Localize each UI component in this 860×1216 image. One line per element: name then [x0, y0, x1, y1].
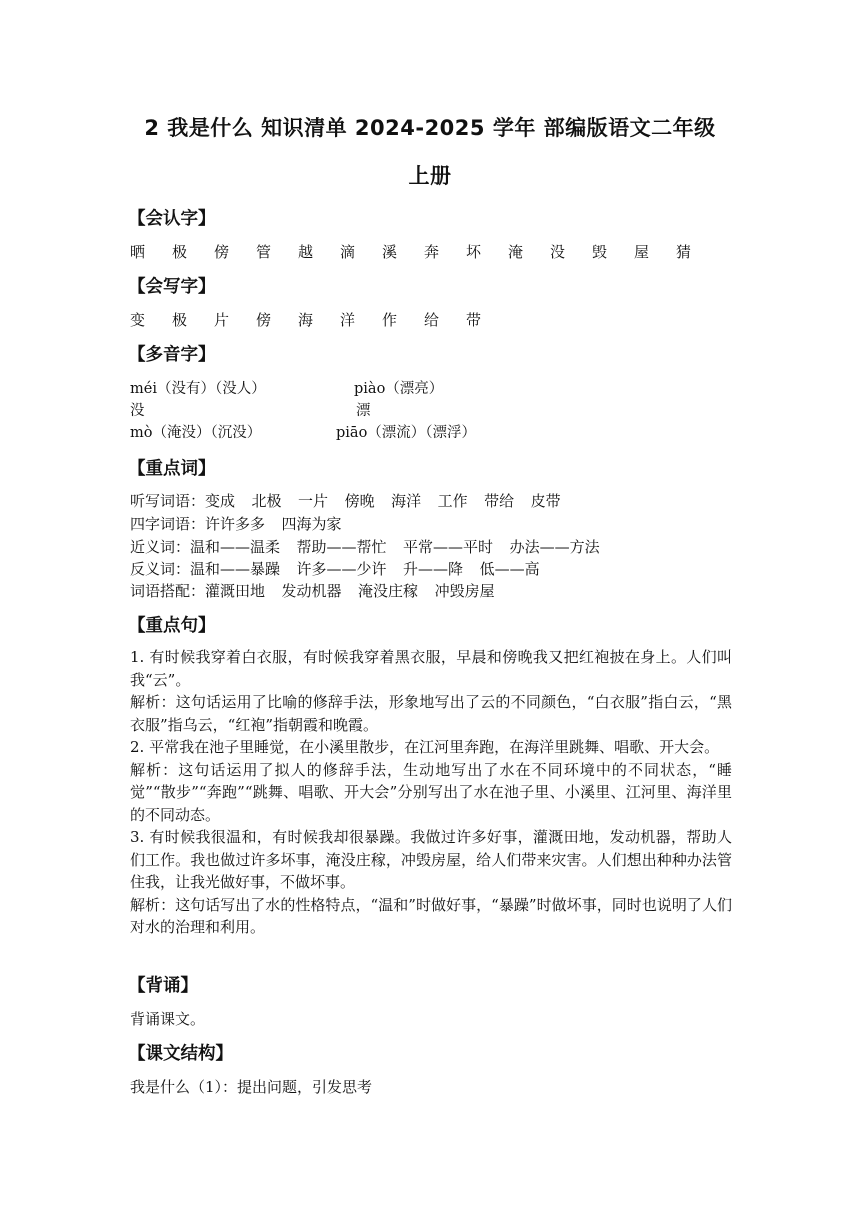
recognize-char: 坏 [466, 243, 482, 261]
polyphone-piao-char: 漂 [356, 403, 371, 419]
section-heading-polyphone: 【多音字】 [128, 345, 216, 365]
word-item: 许多——少许 [296, 560, 387, 578]
section-heading-recognize: 【会认字】 [128, 209, 216, 229]
key-sentence-1: 1. 有时候我穿着白衣服，有时候我穿着黑衣服，早晨和傍晚我又把红袍披在身上。人们叫我“云”。 [130, 648, 732, 689]
key-sentence-2: 2. 平常我在池子里睡觉，在小溪里散步，在江河里奔跑，在海洋里跳舞、唱歌、开大会。 [130, 738, 720, 756]
write-char: 带 [466, 311, 482, 329]
word-item: 低——高 [479, 560, 540, 578]
polyphone-piao4-reading: piào（漂亮） [354, 381, 444, 397]
recognize-char: 没 [550, 243, 566, 261]
recognize-char: 管 [256, 243, 272, 261]
words-collocations [130, 580, 495, 601]
polyphone-mei-reading: méi（没有）（没人） [130, 381, 266, 397]
section-heading-write: 【会写字】 [128, 277, 216, 297]
word-item: 升——降 [403, 560, 464, 578]
word-item: 温和——暴躁 [190, 560, 281, 578]
write-char-list [130, 309, 720, 330]
recite-text: 背诵课文。 [130, 1010, 206, 1028]
key-sentence-3: 3. 有时候我很温和，有时候我却很暴躁。我做过许多好事，灌溉田地，发动机器，帮助人们工作。我也做过许多坏事，淹没庄稼，冲毁房屋，给人们带来灾害。人们想出种种办法管住我，让我光做好事，不做坏事。 [130, 828, 732, 891]
write-char: 傍 [256, 311, 272, 329]
section-heading-recite: 【背诵】 [128, 976, 198, 996]
words-four-char [130, 513, 342, 534]
recognize-char: 奔 [424, 243, 440, 261]
word-item: 淹没庄稼 [358, 582, 419, 600]
recognize-char: 屋 [634, 243, 650, 261]
word-item: 变成 [205, 492, 236, 510]
recognize-char: 毁 [592, 243, 608, 261]
document-title: 2 我是什么 知识清单 2024-2025 学年 部编版语文二年级 [144, 116, 716, 140]
recognize-char: 傍 [214, 243, 230, 261]
sentence-analysis-1: 解析：这句话运用了比喻的修辞手法，形象地写出了云的不同颜色，“白衣服”指白云，“黑衣服”指乌云，“红袍”指朝霞和晚霞。 [130, 693, 732, 734]
words-synonyms [130, 536, 600, 557]
word-item: 一片 [298, 492, 329, 510]
sentences-block [130, 646, 732, 939]
sentence-analysis-2: 解析：这句话运用了拟人的修辞手法，生动地写出了水在不同环境中的不同状态，“睡觉”“散步”“奔跑”“跳舞、唱歌、开大会”分别写出了水在池子里、小溪里、江河里、海洋里的不同动态。 [130, 760, 732, 824]
recognize-char-list [130, 241, 720, 262]
recognize-char: 极 [172, 243, 188, 261]
word-item: 北极 [251, 492, 282, 510]
write-char: 变 [130, 311, 146, 329]
polyphone-piao1-reading: piāo（漂流）（漂浮） [336, 425, 477, 441]
structure-text: 我是什么（1）：提出问题，引发思考 [130, 1078, 373, 1096]
word-item: 许许多多 [205, 515, 266, 533]
section-heading-words: 【重点词】 [128, 459, 216, 479]
polyphone-mei-char: 没 [130, 403, 145, 419]
words-dictation [130, 490, 561, 511]
word-item: 带给 [484, 492, 515, 510]
write-char: 洋 [340, 311, 356, 329]
section-heading-structure: 【课文结构】 [128, 1044, 233, 1064]
word-item: 冲毁房屋 [434, 582, 495, 600]
words-label: 反义词： [130, 560, 191, 578]
word-item: 发动机器 [281, 582, 342, 600]
write-char: 极 [172, 311, 188, 329]
polyphone-mo-reading: mò（淹没）（沉没） [130, 425, 262, 441]
words-label: 四字词语： [130, 515, 206, 533]
word-item: 海洋 [391, 492, 422, 510]
word-item: 四海为家 [281, 515, 342, 533]
word-item: 帮助——帮忙 [296, 538, 387, 556]
recognize-char: 越 [298, 243, 314, 261]
words-label: 词语搭配： [130, 582, 206, 600]
write-char: 片 [214, 311, 230, 329]
section-heading-sentences: 【重点句】 [128, 616, 216, 636]
words-antonyms [130, 558, 540, 579]
document-title-continued: 上册 [408, 164, 452, 188]
word-item: 傍晚 [344, 492, 375, 510]
write-char: 海 [298, 311, 314, 329]
word-item: 办法——方法 [509, 538, 600, 556]
word-item: 皮带 [530, 492, 561, 510]
write-char: 给 [424, 311, 440, 329]
words-label: 近义词： [130, 538, 191, 556]
recognize-char: 猜 [676, 243, 692, 261]
word-item: 平常——平时 [403, 538, 494, 556]
word-item: 温和——温柔 [190, 538, 281, 556]
word-item: 灌溉田地 [205, 582, 266, 600]
recognize-char: 淹 [508, 243, 524, 261]
recognize-char: 晒 [130, 243, 146, 261]
word-item: 工作 [437, 492, 468, 510]
words-label: 听写词语： [130, 492, 206, 510]
write-char: 作 [382, 311, 398, 329]
recognize-char: 溪 [382, 243, 398, 261]
recognize-char: 滴 [340, 243, 356, 261]
sentence-analysis-3: 解析：这句话写出了水的性格特点，“温和”时做好事，“暴躁”时做坏事，同时也说明了人们对水的治理和利用。 [130, 895, 732, 936]
